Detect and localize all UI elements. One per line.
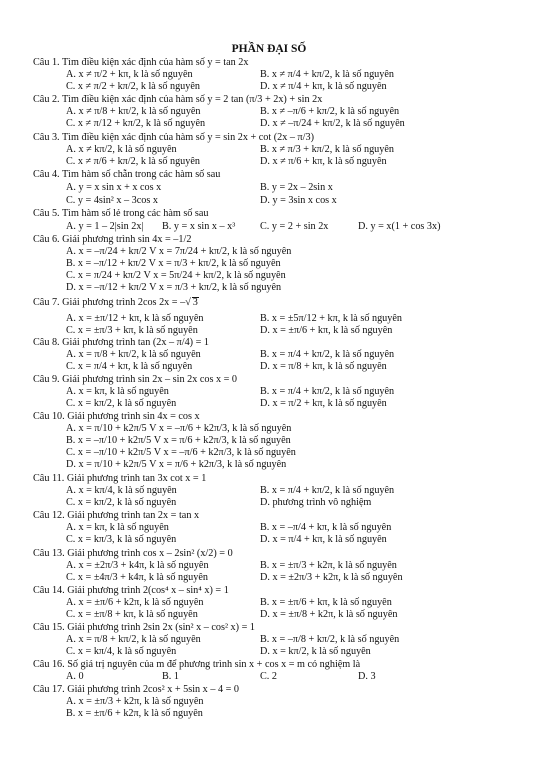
- q12-option-c: C. x = kπ/3, k là số nguyên: [66, 534, 177, 545]
- q17-option-b: B. x = ±π/6 + k2π, k là số nguyên: [66, 708, 203, 719]
- q10-option-c: C. x = –π/10 + k2π/5 V x = –π/6 + k2π/3, k là số nguyên: [66, 447, 296, 458]
- q10-option-d: D. x = π/10 + k2π/5 V x = π/6 + k2π/3, k là số nguyên: [66, 459, 287, 470]
- q12-option-d: D. x = π/4 + kπ, k là số nguyên: [260, 534, 387, 545]
- q3-option-a: A. x ≠ kπ/2, k là số nguyên: [66, 144, 177, 155]
- question-5: Câu 5. Tìm hàm số lẻ trong các hàm số sau: [33, 208, 209, 219]
- q10-option-a: A. x = π/10 + k2π/5 V x = –π/6 + k2π/3, k là số nguyên: [66, 423, 292, 434]
- q14-option-a: A. x = ±π/6 + k2π, k là số nguyên: [66, 597, 204, 608]
- q16-option-d: D. 3: [358, 671, 376, 682]
- sqrt-symbol: √: [185, 297, 191, 308]
- question-6: Câu 6. Giải phương trình sin 4x = –1/2: [33, 234, 192, 245]
- question-8: Câu 8. Giải phương trình tan (2x – π/4) = 1: [33, 337, 210, 348]
- q5-option-a: A. y = 1 – 2|sin 2x|: [66, 221, 144, 232]
- q6-option-c: C. x = π/24 + kπ/2 V x = 5π/24 + kπ/2, k là số nguyên: [66, 270, 286, 281]
- question-3: Câu 3. Tìm điều kiện xác định của hàm số y = sin 2x + cot (2x – π/3): [33, 132, 314, 143]
- question-15: Câu 15. Giải phương trình 2sin 2x (sin² x – cos² x) = 1: [33, 622, 255, 633]
- q7-option-a: A. x = ±π/12 + kπ, k là số nguyên: [66, 313, 204, 324]
- q8-option-a: A. x = π/8 + kπ/2, k là số nguyên: [66, 349, 201, 360]
- q16-option-c: C. 2: [260, 671, 277, 682]
- q15-option-d: D. x = kπ/2, k là số nguyên: [260, 646, 371, 657]
- q6-option-d: D. x = –π/12 + kπ/2 V x = π/3 + kπ/2, k là số nguyên: [66, 282, 282, 293]
- q2-option-b: B. x ≠ –π/6 + kπ/2, k là số nguyên: [260, 106, 400, 117]
- q6-option-b: B. x = –π/12 + kπ/2 V x = π/3 + kπ/2, k là số nguyên: [66, 258, 281, 269]
- question-14: Câu 14. Giải phương trình 2(cos⁴ x – sin⁴ x) = 1: [33, 585, 229, 596]
- question-2: Câu 2. Tìm điều kiện xác định của hàm số y = 2 tan (π/3 + 2x) + sin 2x: [33, 94, 323, 105]
- q9-option-c: C. x = kπ/2, k là số nguyên: [66, 398, 177, 409]
- question-7: [33, 297, 199, 309]
- q1-option-d: D. x ≠ π/4 + kπ, k là số nguyên: [260, 81, 387, 92]
- q4-option-a: A. y = x sin x + x cos x: [66, 182, 162, 193]
- q11-option-a: A. x = kπ/4, k là số nguyên: [66, 485, 177, 496]
- section-title: PHẦN ĐẠI SỐ: [231, 43, 307, 55]
- q7-option-b: B. x = ±5π/12 + kπ, k là số nguyên: [260, 313, 402, 324]
- q5-option-d: D. y = x(1 + cos 3x): [358, 221, 441, 232]
- q13-option-d: D. x = ±2π/3 + k2π, k là số nguyên: [260, 572, 403, 583]
- q16-option-b: B. 1: [162, 671, 179, 682]
- q12-option-a: A. x = kπ, k là số nguyên: [66, 522, 169, 533]
- question-13: Câu 13. Giải phương trình cos x – 2sin² (x/2) = 0: [33, 548, 233, 559]
- q5-option-c: C. y = 2 + sin 2x: [260, 221, 329, 232]
- q3-option-b: B. x ≠ π/3 + kπ/2, k là số nguyên: [260, 144, 394, 155]
- question-11: Câu 11. Giải phương trình tan 3x cot x = 1: [33, 473, 207, 484]
- q2-option-d: D. x ≠ –π/24 + kπ/2, k là số nguyên: [260, 118, 405, 129]
- q7-option-d: D. x = ±π/6 + kπ, k là số nguyên: [260, 325, 393, 336]
- q15-option-c: C. x = kπ/4, k là số nguyên: [66, 646, 177, 657]
- q15-option-b: B. x = –π/8 + kπ/2, k là số nguyên: [260, 634, 400, 645]
- question-1: Câu 1. Tìm điều kiện xác định của hàm số y = tan 2x: [33, 57, 249, 68]
- question-16: Câu 16. Số giá trị nguyên của m để phương trình sin x + cos x = m có nghiệm là: [33, 659, 361, 670]
- q11-option-d: D. phương trình vô nghiệm: [260, 497, 372, 508]
- q17-option-a: A. x = ±π/3 + k2π, k là số nguyên: [66, 696, 204, 707]
- q13-option-b: B. x = ±π/3 + k2π, k là số nguyên: [260, 560, 397, 571]
- q14-option-b: B. x = ±π/6 + kπ, k là số nguyên: [260, 597, 392, 608]
- q14-option-c: C. x = ±π/8 + kπ, k là số nguyên: [66, 609, 198, 620]
- q2-option-c: C. x ≠ π/12 + kπ/2, k là số nguyên: [66, 118, 206, 129]
- q6-option-a: A. x = –π/24 + kπ/2 V x = 7π/24 + kπ/2, k là số nguyên: [66, 246, 292, 257]
- question-9: Câu 9. Giải phương trình sin 2x – sin 2x cos x = 0: [33, 374, 237, 385]
- q8-option-c: C. x = π/4 + kπ, k là số nguyên: [66, 361, 193, 372]
- q9-option-b: B. x = π/4 + kπ/2, k là số nguyên: [260, 386, 395, 397]
- q7-option-c: C. x = ±π/3 + kπ, k là số nguyên: [66, 325, 198, 336]
- question-12: Câu 12. Giải phương trình tan 2x = tan x: [33, 510, 200, 521]
- question-17: Câu 17. Giải phương trình 2cos² x + 5sin x – 4 = 0: [33, 684, 239, 695]
- q12-option-b: B. x = –π/4 + kπ, k là số nguyên: [260, 522, 392, 533]
- q4-option-c: C. y = 4sin² x – 3cos x: [66, 195, 159, 206]
- q11-option-c: C. x = kπ/2, k là số nguyên: [66, 497, 177, 508]
- question-10: Câu 10. Giải phương trình sin 4x = cos x: [33, 411, 200, 422]
- q9-option-d: D. x = π/2 + kπ, k là số nguyên: [260, 398, 387, 409]
- q2-option-a: A. x ≠ π/8 + kπ/2, k là số nguyên: [66, 106, 201, 117]
- q4-option-d: D. y = 3sin x cos x: [260, 195, 337, 206]
- q3-option-c: C. x ≠ π/6 + kπ/2, k là số nguyên: [66, 156, 200, 167]
- q11-option-b: B. x = π/4 + kπ/2, k là số nguyên: [260, 485, 395, 496]
- q13-option-a: A. x = ±2π/3 + k4π, k là số nguyên: [66, 560, 209, 571]
- question-4: Câu 4. Tìm hàm số chẵn trong các hàm số sau: [33, 169, 221, 180]
- q8-option-b: B. x = π/4 + kπ/2, k là số nguyên: [260, 349, 395, 360]
- q16-option-a: A. 0: [66, 671, 84, 682]
- q14-option-d: D. x = ±π/8 + k2π, k là số nguyên: [260, 609, 398, 620]
- q4-option-b: B. y = 2x – 2sin x: [260, 182, 333, 193]
- question-7-text: Câu 7. Giải phương trình 2cos 2x = –: [33, 297, 186, 308]
- q15-option-a: A. x = π/8 + kπ/2, k là số nguyên: [66, 634, 201, 645]
- question-7-radicand: 3: [192, 297, 198, 308]
- q9-option-a: A. x = kπ, k là số nguyên: [66, 386, 169, 397]
- q5-option-b: B. y = x sin x – x³: [162, 221, 236, 232]
- q1-option-a: A. x ≠ π/2 + kπ, k là số nguyên: [66, 69, 193, 80]
- q3-option-d: D. x ≠ π/6 + kπ, k là số nguyên: [260, 156, 387, 167]
- q1-option-c: C. x ≠ π/2 + kπ/2, k là số nguyên: [66, 81, 200, 92]
- q8-option-d: D. x = π/8 + kπ, k là số nguyên: [260, 361, 387, 372]
- q1-option-b: B. x ≠ π/4 + kπ/2, k là số nguyên: [260, 69, 394, 80]
- q10-option-b: B. x = –π/10 + k2π/5 V x = π/6 + k2π/3, k là số nguyên: [66, 435, 291, 446]
- q13-option-c: C. x = ±4π/3 + k4π, k là số nguyên: [66, 572, 208, 583]
